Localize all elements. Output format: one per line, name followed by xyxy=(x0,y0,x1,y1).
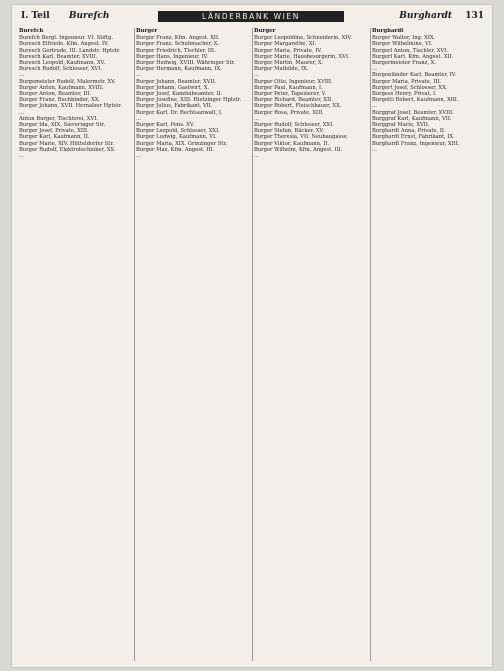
column-entries: Burger Franz, Kfm. Angest. XII. Burger Franz, Schuhmacher, X. Burger Friedrich, Tischler, III. Burger Hans, Ingenieur, IV. Burger Hedwig, XVIII. Währinger Str. Burger Hermann, Kaufmann, IX. ... Burger Johann, Beamter, XVII. Burger Johann, Gastwirt, X. Burger Josef, Kanzleibeamter, II. Burger Josefine, XIII. Hietzinger Hptstr. Burger Julius, Fabrikant, VII. Burger Karl, Dr. Rechtsanwalt, I. ... Burger Karl, Pens. XV. Burger Leopold, Schlosser, XXI. Burger Ludwig, Kaufmann, VI. Burger Maria, XIX. Grinzinger Str. Burger Max, Kfm. Angest. III. ... xyxy=(136,35,242,160)
column-2 xyxy=(136,28,249,661)
page-header xyxy=(12,5,492,25)
directory-page xyxy=(12,5,492,667)
page-number: 131 xyxy=(465,11,484,21)
column-heading: Burefch xyxy=(19,28,44,34)
directory-columns xyxy=(19,28,486,661)
header-right xyxy=(399,11,484,21)
column-1 xyxy=(19,28,132,661)
right-keyword: Burghardt xyxy=(399,11,453,21)
part-label: I. Teil xyxy=(21,11,50,21)
column-heading: Burghardt xyxy=(372,28,404,34)
column-entries: Burger Leopoldine, Schneiderin, XIV. Burger Margarethe, XI. Burger Maria, Private, IV. Burger Marie, Hausbesorgerin, XVI. Burger Martin, Maurer, X. Burger Mathilde, IX. ... Burger Otto, Ingenieur, XVIII. Burger Paul, Kaufmann, I. Burger Peter, Tapezierer, V. Burger Richard, Beamter, XII. Burger Robert, Fleischhauer, XX. Burger Rosa, Private, XIII. ... Burger Rudolf, Schlosser, XXI. Burger Stefan, Bäcker, XV. Burger Theresia, VII. Neubaugasse Burger Viktor, Kaufmann, II. Burger Wilhelm, Kfm. Angest. III. ... xyxy=(254,35,352,160)
column-3 xyxy=(254,28,367,661)
column-entries: Burger Walter, Ing. XIX. Burger Wilhelmine, VI. Burgerl Anton, Tischler, XVI. Burgerl Karl, Kfm. Angest. XII. Burgermeister Franz, X. ... Burgenländer Karl, Beamter, IV. Burger Maria, Private, III. Burgert Josef, Schlosser, XX. Burgess Henry, Privat, I. Burgetti Robert, Kaufmann, XIII. ... Burggraf Josef, Beamter, XVIII. Burggraf Karl, Kaufmann, VII. Burggraf Marie, XVII. Burghardt Anna, Private, II. Burghardt Ernst, Fabrikant, IX. Burghardt Franz, Ingenieur, XIII. ... xyxy=(372,35,460,153)
column-divider xyxy=(134,28,135,661)
header-left xyxy=(21,11,109,21)
left-keyword: Burefch xyxy=(68,11,110,21)
column-heading: Burger xyxy=(136,28,158,34)
column-divider xyxy=(370,28,371,661)
column-entries: Burefch Bergl. Ingenieur. VI. Stiftg. Buresch Elfriede, Kfm. Angest. IV. Buresch Gertrude, III. Landstr. Hptstr. Buresch Karl, Beamter, XVIII. Buresch Leopold, Kaufmann, XV. Buresch Rudolf, Schlosser, XVI. ... Burgemeister Rudolf, Malermstr. XV. Burger Anton, Kaufmann, XVIII. Burger Anton, Beamter, III. Burger Franz, Buchbinder, XX. Burger Johann, XVII. Hernalser Hptstr. ... Anton Burger, Tischlerei, XVI. Burger Ida, XIX. Sieveringer Str. Burger Josef, Private, XIII. Burger Karl, Kaufmann, II. Burger Marie, XIV. Hütteldorfer Str. Burger Rudolf, Elektrotechniker, XX. ... xyxy=(19,35,122,160)
column-divider xyxy=(252,28,253,661)
column-4 xyxy=(372,28,485,661)
column-heading: Burger xyxy=(254,28,276,34)
banner-ad: LÄNDERBANK WIEN xyxy=(158,11,344,22)
